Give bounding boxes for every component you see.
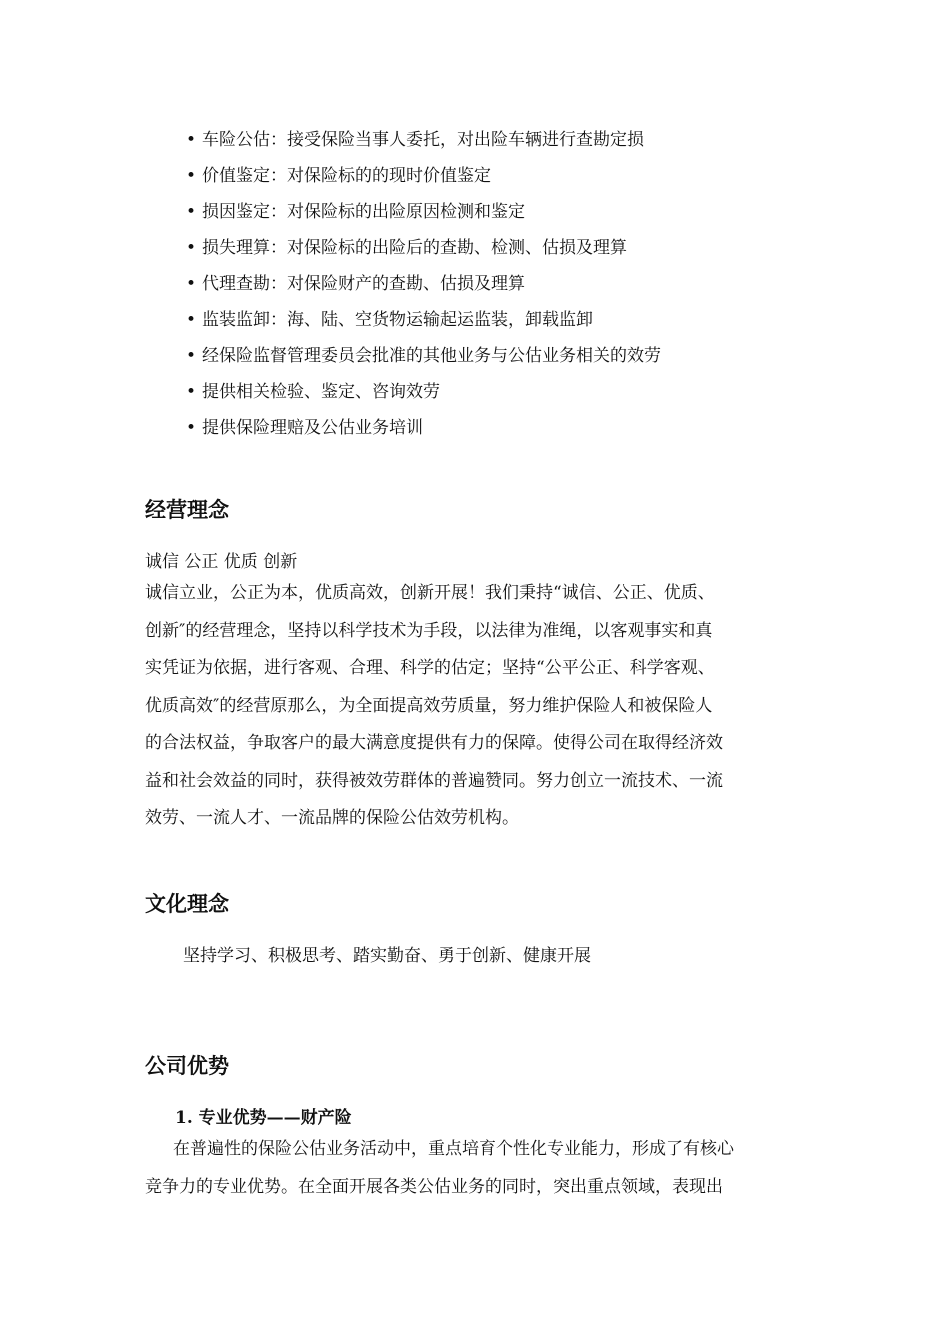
paragraph-line: 益和社会效益的同时，获得被效劳群体的普遍赞同。努力创立一流技术、一流: [145, 770, 723, 791]
culture-heading: 文化理念: [145, 892, 229, 916]
list-item: [186, 338, 826, 374]
list-item: [186, 302, 826, 338]
business-philosophy-heading: 经营理念: [145, 498, 229, 522]
list-item: [186, 230, 826, 266]
paragraph-line: 诚信立业，公正为本，优质高效，创新开展！我们秉持“诚信、公正、优质、: [145, 583, 715, 603]
paragraph-line: 创新″的经营理念，坚持以科学技术为手段，以法律为准绳，以客观事实和真: [145, 620, 713, 641]
service-text: 提供相关检验、鉴定、咨询效劳: [202, 382, 440, 402]
bullet-icon: •: [186, 202, 197, 222]
list-item: [186, 374, 826, 410]
bullet-icon: •: [186, 238, 197, 258]
paragraph-line: 效劳、一流人才、一流品牌的保险公估效劳机构。: [145, 808, 519, 828]
advantages-heading: 公司优势: [145, 1054, 229, 1078]
bullet-icon: •: [186, 274, 197, 294]
paragraph-line: 在普遍性的保险公估业务活动中，重点培育个性化专业能力，形成了有核心: [173, 1139, 734, 1159]
list-item: [186, 266, 826, 302]
list-item: [186, 122, 826, 158]
list-item: [186, 194, 826, 230]
business-motto: 诚信 公正 优质 创新: [145, 552, 298, 572]
service-text: 价值鉴定：对保险标的的现时价值鉴定: [202, 166, 491, 186]
bullet-icon: •: [186, 382, 197, 402]
paragraph-line: 的合法权益，争取客户的最大满意度提供有力的保障。使得公司在取得经济效: [145, 733, 723, 753]
service-text: 损因鉴定：对保险标的出险原因检测和鉴定: [202, 202, 525, 222]
services-list: [186, 122, 826, 446]
service-text: 车险公估：接受保险当事人委托，对出险车辆进行查勘定损: [202, 130, 644, 150]
service-text: 经保险监督管理委员会批准的其他业务与公估业务相关的效劳: [202, 346, 661, 366]
bullet-icon: •: [186, 310, 197, 330]
paragraph-line: 优质高效″的经营原那么，为全面提高效劳质量，努力维护保险人和被保险人: [145, 695, 713, 716]
service-text: 损失理算：对保险标的出险后的查勘、检测、估损及理算: [202, 238, 627, 258]
paragraph-line: 实凭证为依据，进行客观、合理、科学的估定；坚持“公平公正、科学客观、: [145, 658, 715, 678]
service-text: 监装监卸：海、陆、空货物运输起运监装，卸载监卸: [202, 310, 593, 330]
advantages-paragraph: [145, 1131, 810, 1206]
paragraph-line: 竞争力的专业优势。在全面开展各类公估业务的同时，突出重点领域，表现出: [145, 1176, 723, 1197]
bullet-icon: •: [186, 418, 197, 438]
advantage-subheading: 1. 专业优势——财产险: [175, 1108, 352, 1128]
bullet-icon: •: [186, 130, 197, 150]
list-item: [186, 410, 826, 446]
culture-text: 坚持学习、积极思考、踏实勤奋、勇于创新、健康开展: [183, 946, 591, 966]
business-paragraph: [145, 575, 810, 838]
list-item: [186, 158, 826, 194]
service-text: 代理查勘：对保险财产的查勘、估损及理算: [202, 274, 525, 294]
service-text: 提供保险理赔及公估业务培训: [202, 418, 423, 438]
bullet-icon: •: [186, 346, 197, 366]
bullet-icon: •: [186, 166, 197, 186]
